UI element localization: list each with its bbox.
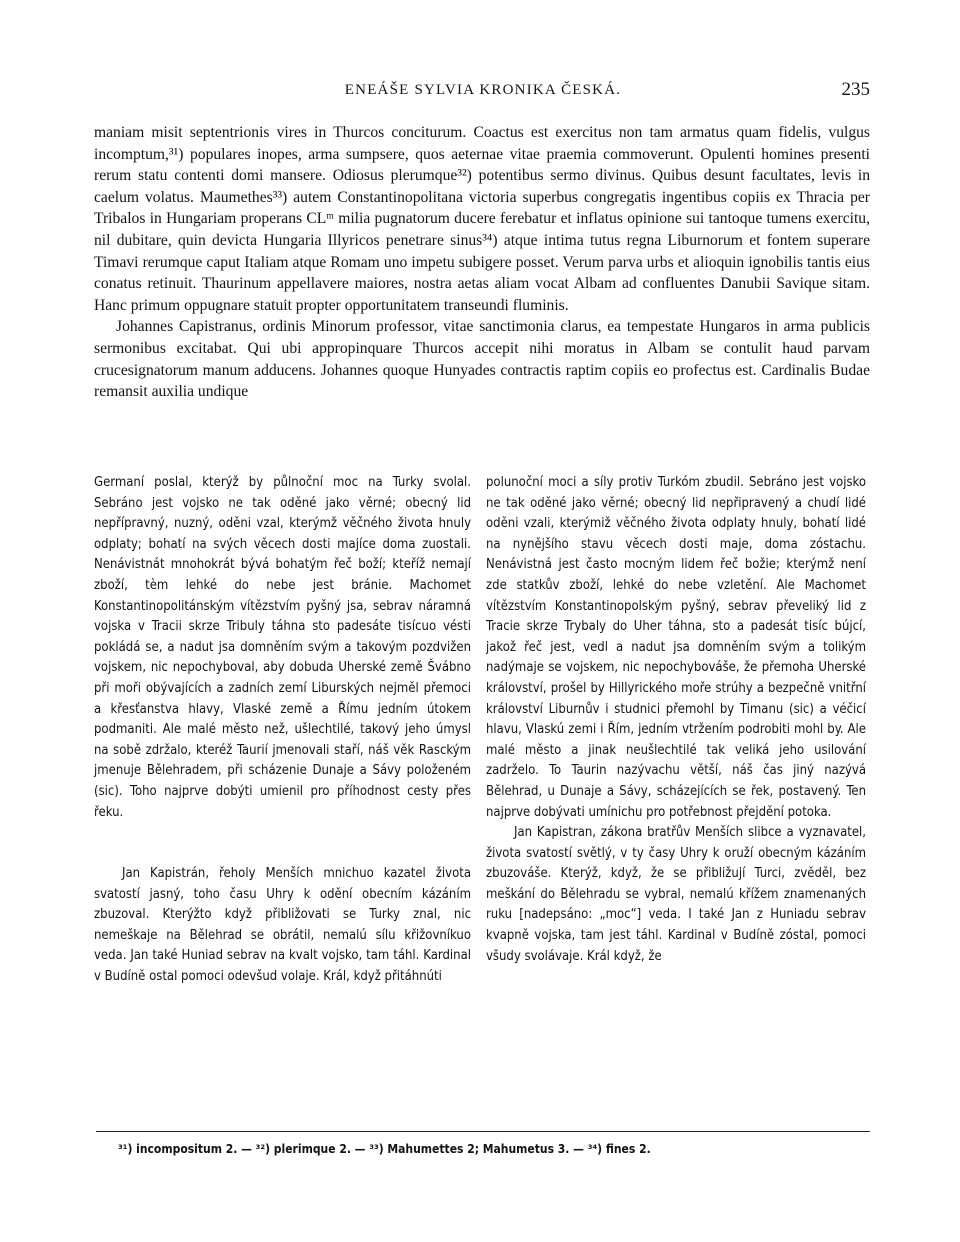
latin-text	[94, 122, 870, 403]
czech-column-left	[94, 473, 471, 988]
running-title: ENEÁŠE SYLVIA KRONIKA ČESKÁ.	[344, 82, 622, 98]
page-number: 235	[841, 79, 870, 100]
running-head	[96, 79, 870, 106]
latin-paragraph-1: maniam misit septentrionis vires in Thurcos conciturum. Coactus est exercitus non tam armatus quam fidelis, vulgus incomptum,³¹) populares inopes, arma sumpsere, quos aeternae vitae praemia commoverunt. Opulenti homines presenti rerum statu contenti domi mansere. Odiosus plerumque³²) potentibus sermo divinus. Quibus desunt facultates, levis in caelum volatus. Maumethes³³) autem Constantinopolitana victoria superbus congregatis ingentibus copiis ex Thracia per Tribalos in Hungariam properans CLᵐ milia pugnatorum ducere ferebatur et inflatus opinione sui tantoque tumens exercitu, nil dubitare, quin devicta Hungaria Illyricos penetrare sinus³⁴) atque intima tutus regna Liburnorum et fontem superare Timavi rerumque caput Italiam atque Romam uno impetu subigere posset. Verum parva urbs et alioquin ignobilis tantis eius conatus retinuit. Thaurinum appellavere maiores, nostra aetas aliam vocat Albam ad confluentes Danubii Savique sitam. Hanc primum oppugnare statuit propter opportunitatem transeundi fluminis.	[94, 124, 870, 314]
czech-column-right	[486, 473, 866, 967]
footnotes: ³¹) incompositum 2. — ³²) plerimque 2. — ³³) Mahumettes 2; Mahumetus 3. — ³⁴) fines 2.	[118, 1142, 651, 1156]
czech-right-paragraph-1: polunoční moci a síly protiv Turkóm zbudil. Sebráno jest vojsko ne tak oděné jako věrné; obecný lid nepřipravený a chudí lidé oděni vzali, kterýmiž věčného života odplaty hnuly, bohatí lidé na nynějšího stavu věcech dosti maje, doma zóstachu. Nenávistná jest často mocným lidem řeč božie; kterýmž není zde statkův zboží, lehké do nebe vzletění. Ale Machomet vítězstvím Konstantinopolským pyšný, sebrav převeliký lid z Tracie skrze Trybaly do Uher táhna, sto a padesát tisíc bújcí, jakož řeč jest, vedl a nadut jsa domněním svým a tolikým nadýmaje se vojskem, nic nepochybováše, že přemoha Uherské království, prošel by Hillyrického moře strúhy a bezpečně vnitřní království Liburnův i studnici přemohl by Timanu (sic) a véčicí hlavu, Vlaskú zemi i Řím, jedním vtržením podrobiti mohl by. Ale malé město a jinak neušlechtilé tak veliká jeho usilování zadrželo. To Taurin nazývachu větší, náš čas jiný nazývá Bělehrad, u Dunaje a Sávy, scházejících se řek, postavený. Ten najprve dobývati umínichu pro potřebnost přejdění potoka.	[486, 475, 866, 820]
footnote-rule	[96, 1131, 870, 1132]
czech-right-paragraph-2: Jan Kapistran, zákona bratřův Menších slibce a vyznavatel, života svatostí světlý, v ty časy Uhry k oruží obecným kázáním zbuzováše. Kterýž, když, že se přibližují Turci, zvěděl, bez meškání do Bělehradu se vybral, nemalú křížem znamenaných ruku [nadepsáno: „moc“] veda. I také Jan z Huniadu sebrav kvapně vojska, tam jest táhl. Kardinal v Budíně zóstal, pomoci všudy svolávaje. Král když, že	[486, 825, 866, 964]
czech-left-paragraph-2: Jan Kapistrán, řeholy Menších mnichuo kazatel života svatostí jasný, toho času Uhry k odění obecním kázáním zbuzoval. Kterýžto když přibližovati se Turky znal, nic nemeškaje na Bělehrad se obrátil, nemalú sílu křižovníkuo veda. Jan také Huniad sebrav na kvalt vojsko, tam táhl. Kardinal v Budíně ostal pomoci odevšud volaje. Král, když přitáhnúti	[94, 866, 471, 985]
latin-paragraph-2: Johannes Capistranus, ordinis Minorum professor, vitae sanctimonia clarus, ea tempestate Hungaros in arma publicis sermonibus excitabat. Qui ubi appropinquare Thurcos accepit nihi moratus in Albam se contulit haud parvam crucesignatorum manum adducens. Johannes quoque Hunyades contractis raptim copiis eo profectus est. Cardinalis Budae remansit auxilia undique	[94, 318, 870, 401]
czech-left-paragraph-1: Germaní poslal, kterýž by půlnoční moc na Turky svolal. Sebráno jest vojsko ne tak oděné jako věrné; obecný lid nepřípravný, nuzný, oděni vzal, kterýmž věčného života hnuly odplaty; bohatí na svých věcech dosti majíce doma zuostali. Nenávistnát mnohokrát bývá bohatým řeč boží; kteříž nemají zboží, tèm lehké do nebe jest bránie. Machomet Konstantinopolitánským vítězstvím pyšný jsa, sebrav náramná vojska v Tracii skrze Tribuly táhna sto padesáte tisícuo vésti pokládá se, a nadut jsa domněním svým a takovým pozdvižen vojskem, nic nepochyboval, aby dobuda Uherské země Švábno při moři obývajících a zadních zemí Liburských nejměl přemoci a křesťanstva hlavy, Vlaské země a Římu jedním útokem podmaniti. Ale malé město než, ušlechtilé, takový jeho úmysl na sobě zdržalo, kteréž Taurií jmenovali staří, náš věk Rasckým jmenuje Bělehradem, při scházenie Dunaje a Sávy položeném (sic). Toho najprve dobýti umienil pro příhodnost cesty přes řeku.	[94, 475, 471, 820]
